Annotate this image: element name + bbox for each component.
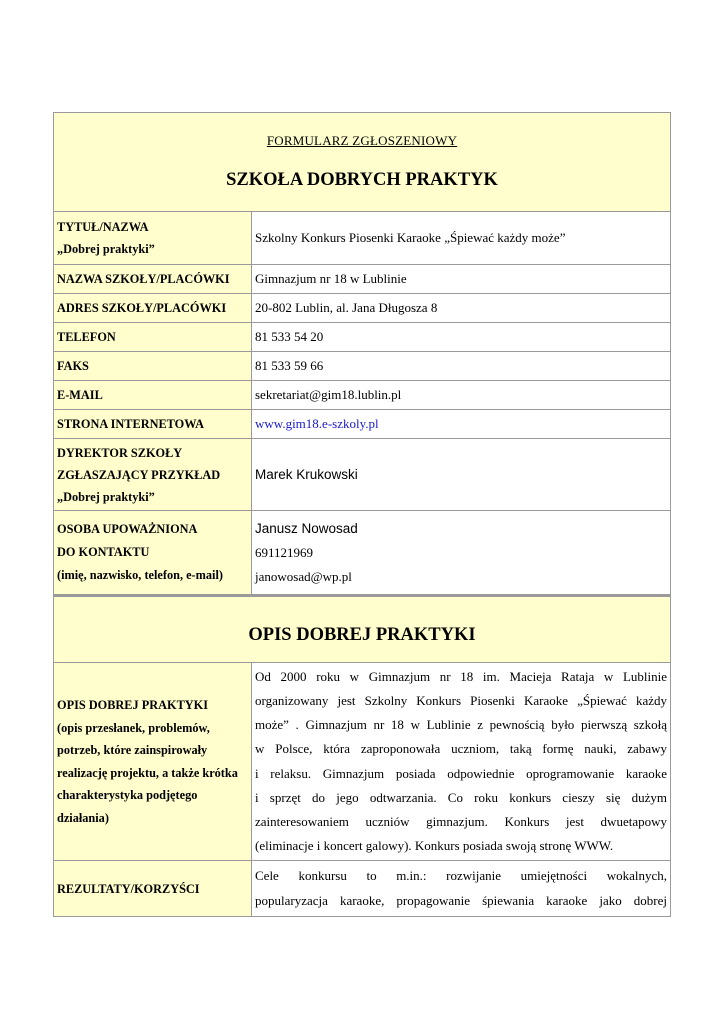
field-value-address: 20-802 Lublin, al. Jana Długosza 8	[255, 300, 438, 315]
description-label: OPIS DOBREJ PRAKTYKI (opis przesłanek, problemów, potrzeb, które zainspirowały realizację projektu, a także krótka charakterystyka podjętego działania)	[54, 663, 252, 860]
field-row-contact	[54, 511, 670, 595]
field-value-fax: 81 533 59 66	[255, 358, 324, 373]
field-label-website: STRONA INTERNETOWA	[54, 410, 252, 438]
application-form	[53, 112, 671, 917]
section-title: OPIS DOBREJ PRAKTYKI	[248, 625, 476, 645]
field-value-director: Marek Krukowski	[255, 466, 358, 482]
website-link[interactable]: www.gim18.e-szkoly.pl	[255, 416, 379, 431]
field-label-contact: OSOBA UPOWAŻNIONA DO KONTAKTU (imię, nazwisko, telefon, e-mail)	[54, 511, 252, 594]
field-value-phone: 81 533 54 20	[255, 329, 324, 344]
field-label-email: E-MAIL	[54, 381, 252, 409]
field-row-school-name	[54, 265, 670, 294]
results-label: REZULTATY/KORZYŚCI	[54, 861, 252, 916]
field-label-director: DYREKTOR SZKOŁY ZGŁASZAJĄCY PRZYKŁAD „Dobrej praktyki”	[54, 439, 252, 510]
field-value-title: Szkolny Konkurs Piosenki Karaoke „Śpiewać każdy może”	[255, 230, 566, 245]
field-label-title: TYTUŁ/NAZWA „Dobrej praktyki”	[54, 212, 252, 264]
field-value-contact: Janusz Nowosad 691121969 janowosad@wp.pl	[255, 520, 358, 584]
results-row	[54, 861, 670, 916]
field-label-address: ADRES SZKOŁY/PLACÓWKI	[54, 294, 252, 322]
field-label-phone: TELEFON	[54, 323, 252, 351]
field-row-email	[54, 381, 670, 410]
form-title: SZKOŁA DOBRYCH PRAKTYK	[226, 170, 498, 190]
field-label-school-name: NAZWA SZKOŁY/PLACÓWKI	[54, 265, 252, 293]
form-subtitle: FORMULARZ ZGŁOSZENIOWY	[266, 133, 458, 148]
field-value-school-name: Gimnazjum nr 18 w Lublinie	[255, 271, 407, 286]
field-value-email: sekretariat@gim18.lublin.pl	[255, 387, 402, 402]
field-value-website	[252, 410, 670, 438]
description-row	[54, 663, 670, 861]
field-row-address	[54, 294, 670, 323]
results-text: Cele konkursu to m.in.: rozwijanie umiejętności wokalnych, popularyzacja karaoke, propagowanie śpiewania karaoke jako dobrej	[255, 868, 667, 908]
field-label-fax: FAKS	[54, 352, 252, 380]
field-row-director	[54, 439, 670, 511]
field-row-title	[54, 212, 670, 265]
field-row-phone	[54, 323, 670, 352]
field-row-fax	[54, 352, 670, 381]
form-header	[54, 113, 670, 212]
description-text: Od 2000 roku w Gimnazjum nr 18 im. Macieja Rataja w Lublinie organizowany jest Szkolny Konkurs Piosenki Karaoke „Śpiewać każdy może” . Gimnazjum nr 18 w Lublinie z pewnością było pierwszą szkołą w Polsce, która zaproponowała uczniom, taką formę nauki, zabawy i relaksu. Gimnazjum posiada odpowiednie oprogramowanie karaoke i sprzęt do jego odtwarzania. Co roku konkurs cieszy się dużym zainteresowaniem uczniów gimnazjum. Konkurs jest dwuetapowy (eliminacje i koncert galowy). Konkurs posiada swoją stronę WWW.	[255, 668, 667, 854]
section-header	[54, 595, 670, 663]
field-row-website	[54, 410, 670, 439]
